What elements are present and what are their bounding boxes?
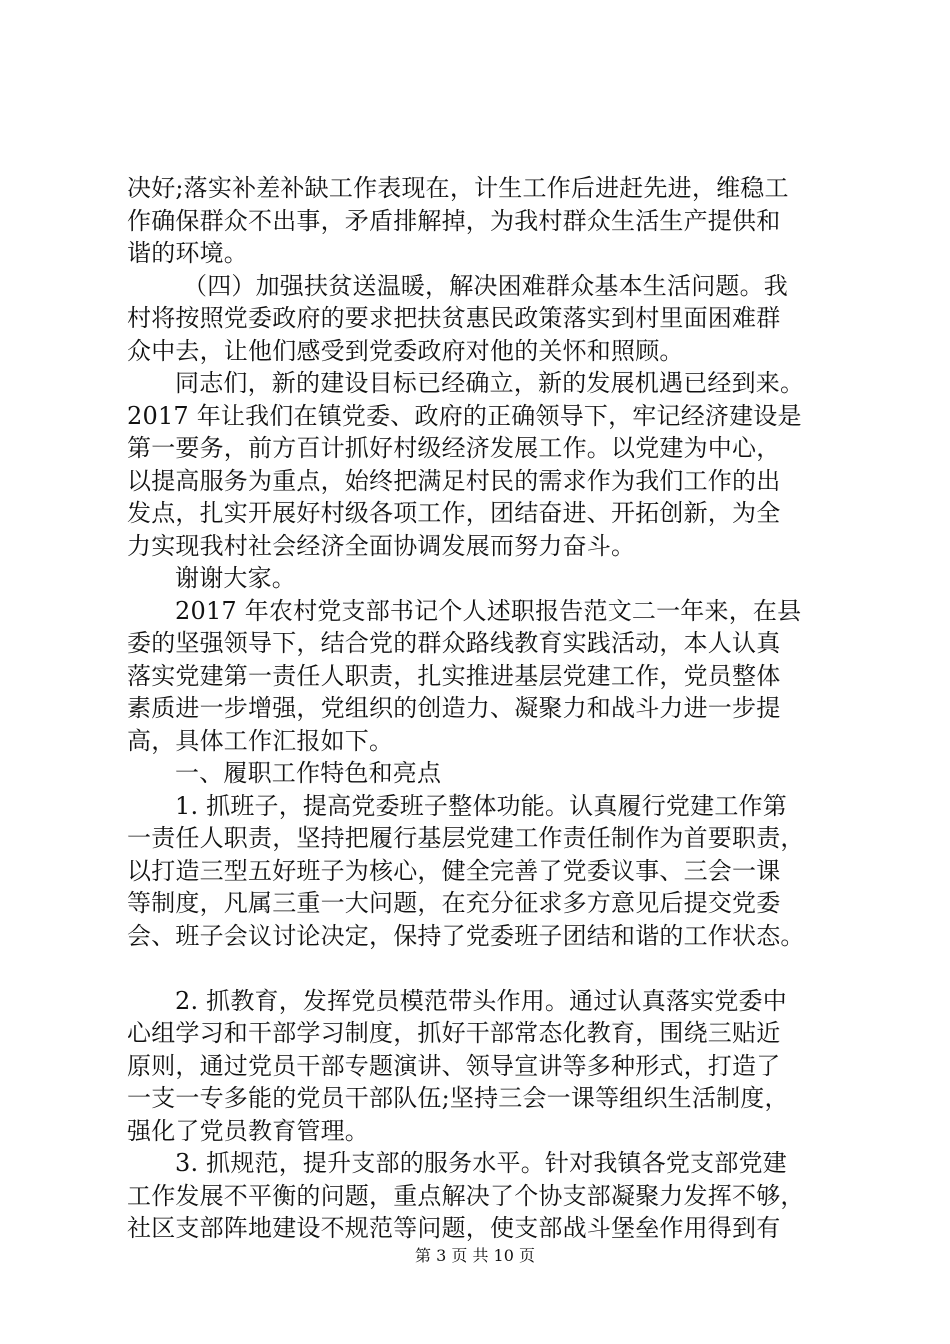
page-footer: 第 3 页 共 10 页 xyxy=(415,1246,535,1265)
text-line: 3. 抓规范，提升支部的服务水平。针对我镇各党支部党建 xyxy=(175,1149,787,1177)
text-line: 心组学习和干部学习制度，抓好干部常态化教育，围绕三贴近 xyxy=(127,1019,781,1047)
text-line: 力实现我村社会经济全面协调发展而努力奋斗。 xyxy=(127,531,636,560)
text-line: 谢谢大家。 xyxy=(175,564,296,592)
text-line: （四）加强扶贫送温暖，解决困难群众基本生活问题。我 xyxy=(183,271,788,300)
text-line: 1. 抓班子，提高党委班子整体功能。认真履行党建工作第 xyxy=(175,791,787,820)
text-line: 等制度，凡属三重一大问题，在充分征求多方意见后提交党委 xyxy=(127,889,781,917)
text-line: 谐的环境。 xyxy=(127,239,248,267)
text-line: 原则，通过党员干部专题演讲、领导宣讲等多种形式，打造了 xyxy=(127,1051,781,1080)
text-line: 2. 抓教育，发挥党员模范带头作用。通过认真落实党委中 xyxy=(175,986,787,1015)
text-line: 社区支部阵地建设不规范等问题，使支部战斗堡垒作用得到有 xyxy=(127,1214,781,1242)
text-line: 会、班子会议讨论决定，保持了党委班子团结和谐的工作状态。 xyxy=(127,921,805,950)
text-line: 高，具体工作汇报如下。 xyxy=(127,726,394,755)
text-line: 第一要务，前方百计抓好村级经济发展工作。以党建为中心， xyxy=(127,434,781,462)
text-line: 一责任人职责，坚持把履行基层党建工作责任制作为首要职责， xyxy=(127,824,805,852)
text-line: 委的坚强领导下，结合党的群众路线教育实践活动，本人认真 xyxy=(127,629,781,657)
text-line: 同志们，新的建设目标已经确立，新的发展机遇已经到来。 xyxy=(175,369,805,397)
text-line: 一支一专多能的党员干部队伍;坚持三会一课等组织生活制度， xyxy=(127,1084,789,1112)
text-line: 决好;落实补差补缺工作表现在，计生工作后进赶先进，维稳工 xyxy=(127,174,789,202)
document-body xyxy=(127,172,827,1245)
text-line: 强化了党员教育管理。 xyxy=(127,1116,369,1145)
text-line: 落实党建第一责任人职责，扎实推进基层党建工作，党员整体 xyxy=(127,661,781,690)
text-line: 作确保群众不出事，矛盾排解掉，为我村群众生活生产提供和 xyxy=(127,206,781,235)
text-line: 2017 年让我们在镇党委、政府的正确领导下，牢记经济建设是 xyxy=(127,401,802,430)
text-line: 以打造三型五好班子为核心，健全完善了党委议事、三会一课 xyxy=(127,856,781,885)
text-line: 工作发展不平衡的问题，重点解决了个协支部凝聚力发挥不够， xyxy=(127,1181,805,1210)
text-line: 素质进一步增强，党组织的创造力、凝聚力和战斗力进一步提 xyxy=(127,694,781,722)
text-line: 众中去，让他们感受到党委政府对他的关怀和照顾。 xyxy=(127,336,684,365)
text-line: 2017 年农村党支部书记个人述职报告范文二一年来，在县 xyxy=(175,596,802,625)
section-heading: 一、履职工作特色和亮点 xyxy=(175,759,442,787)
paragraph-gap xyxy=(127,952,827,985)
text-line: 发点，扎实开展好村级各项工作，团结奋进、开拓创新，为全 xyxy=(127,499,781,527)
text-line: 村将按照党委政府的要求把扶贫惠民政策落实到村里面困难群 xyxy=(127,304,781,332)
text-line: 以提高服务为重点，始终把满足村民的需求作为我们工作的出 xyxy=(127,466,781,495)
